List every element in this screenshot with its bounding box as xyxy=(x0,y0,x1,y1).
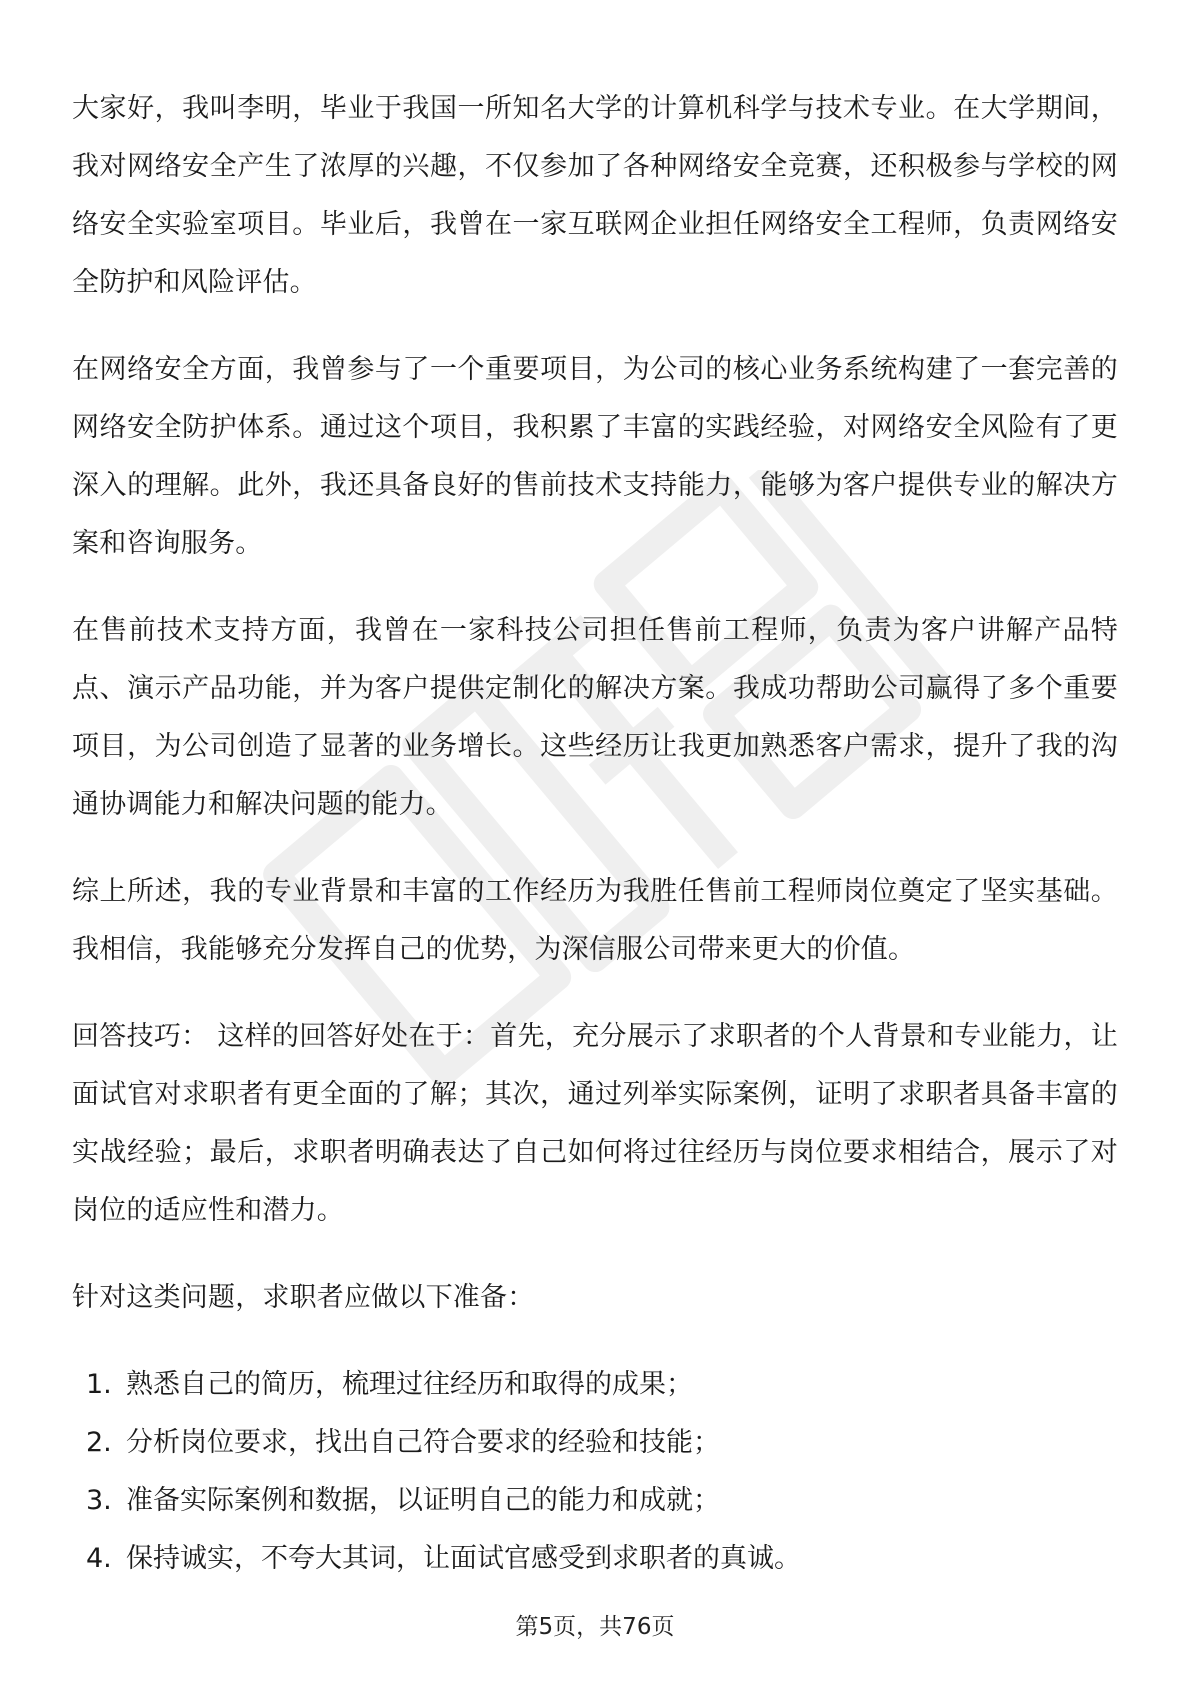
paragraph-answer-tips: 回答技巧： 这样的回答好处在于：首先，充分展示了求职者的个人背景和专业能力，让面试官对求职者有更全面的了解；其次，通过列举实际案例，证明了求职者具备丰富的实战经验；最后，求职者明确表达了自己如何将过往经历与岗位要求相结合，展示了对岗位的适应性和潜力。 xyxy=(72,1021,1118,1226)
list-number: 3. xyxy=(86,1485,112,1516)
list-text: 分析岗位要求，找出自己符合要求的经验和技能； xyxy=(126,1427,720,1458)
paragraph-preparation-intro: 针对这类问题，求职者应做以下准备： xyxy=(72,1282,535,1313)
list-item xyxy=(72,1356,1118,1414)
list-item xyxy=(72,1414,1118,1472)
preparation-list xyxy=(72,1356,1118,1588)
paragraph-summary: 综上所述，我的专业背景和丰富的工作经历为我胜任售前工程师岗位奠定了坚实基础。我相信，我能够充分发挥自己的优势，为深信服公司带来更大的价值。 xyxy=(72,876,1118,965)
list-text: 保持诚实，不夸大其词，让面试官感受到求职者的真诚。 xyxy=(126,1543,801,1574)
list-item xyxy=(72,1530,1118,1588)
list-text: 准备实际案例和数据，以证明自己的能力和成就； xyxy=(126,1485,720,1516)
list-number: 4. xyxy=(86,1543,112,1574)
page-footer: 第5页，共76页 xyxy=(515,1614,675,1640)
paragraph-security-experience: 在网络安全方面，我曾参与了一个重要项目，为公司的核心业务系统构建了一套完善的网络安全防护体系。通过这个项目，我积累了丰富的实践经验，对网络安全风险有了更深入的理解。此外，我还具备良好的售前技术支持能力，能够为客户提供专业的解决方案和咨询服务。 xyxy=(72,354,1118,559)
paragraph-presales-experience: 在售前技术支持方面，我曾在一家科技公司担任售前工程师，负责为客户讲解产品特点、演示产品功能，并为客户提供定制化的解决方案。我成功帮助公司赢得了多个重要项目，为公司创造了显著的业务增长。这些经历让我更加熟悉客户需求，提升了我的沟通协调能力和解决问题的能力。 xyxy=(72,615,1118,820)
paragraph-intro: 大家好，我叫李明，毕业于我国一所知名大学的计算机科学与技术专业。在大学期间，我对网络安全产生了浓厚的兴趣，不仅参加了各种网络安全竞赛，还积极参与学校的网络安全实验室项目。毕业后，我曾在一家互联网企业担任网络安全工程师，负责网络安全防护和风险评估。 xyxy=(72,93,1118,298)
document-body xyxy=(72,80,1118,1588)
list-item xyxy=(72,1472,1118,1530)
list-number: 1. xyxy=(86,1369,112,1400)
list-number: 2. xyxy=(86,1427,112,1458)
list-text: 熟悉自己的简历，梳理过往经历和取得的成果； xyxy=(126,1369,693,1400)
